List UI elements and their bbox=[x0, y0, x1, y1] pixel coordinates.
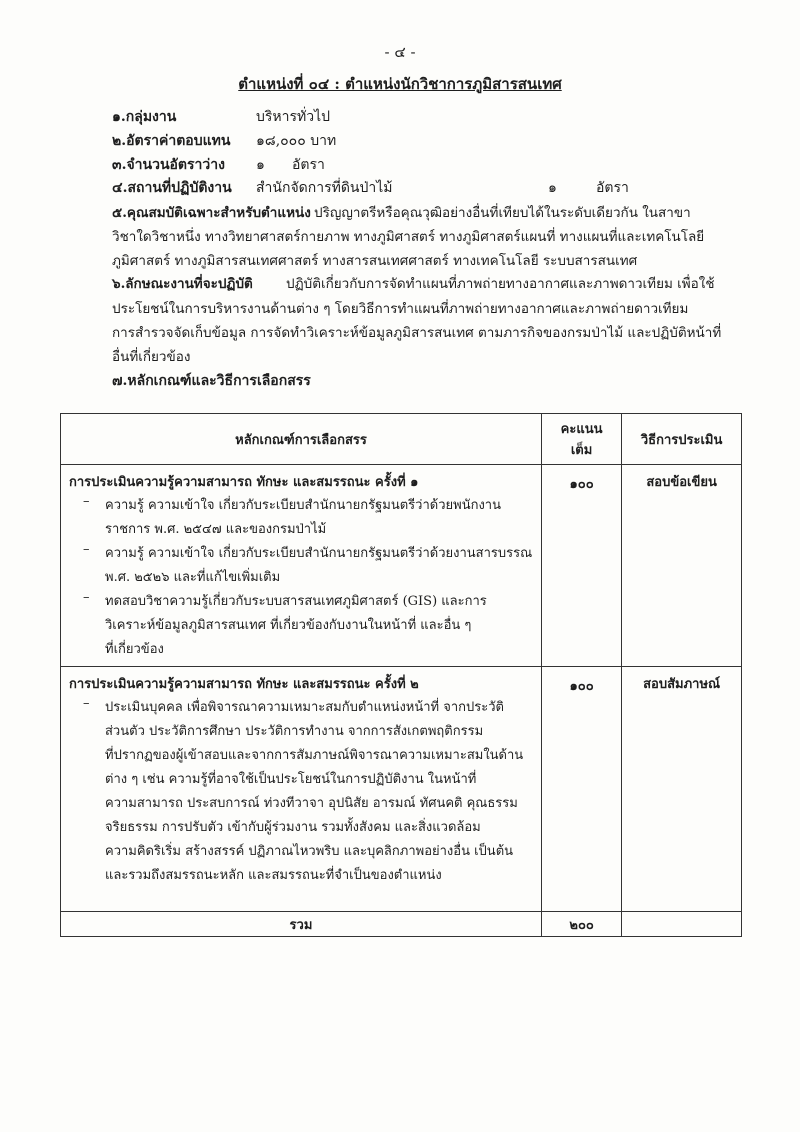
bullet-line: ความสามารถ ประสบการณ์ ท่วงทีวาจา อุปนิสัย อารมณ์ ทัศนคติ คุณธรรม bbox=[105, 796, 518, 811]
dash-bullet: – bbox=[83, 590, 90, 605]
field-vacancies-label: ๓.จำนวนอัตราว่าง bbox=[112, 157, 225, 173]
list-item bbox=[61, 494, 541, 542]
bullet-line: ที่ปรากฏของผู้เข้าสอบและจากการสัมภาษณ์พิจารณาความเหมาะสมในด้าน bbox=[105, 748, 524, 763]
bullet-line: ราชการ พ.ศ. ๒๕๔๗ และของกรมป่าไม้ bbox=[105, 522, 327, 537]
page-number: - ๔ - bbox=[384, 43, 416, 61]
round-1-criteria bbox=[61, 465, 542, 667]
qualifications-line-2: วิชาใดวิชาหนึ่ง ทางวิทยาศาสตร์กายภาพ ทางภูมิศาสตร์ ทางภูมิศาสตร์แผนที่ ทางแผนที่และเทคโนโลยี bbox=[112, 229, 705, 245]
list-item bbox=[61, 590, 541, 666]
table-row bbox=[61, 465, 742, 667]
field-workplace-count: ๑ bbox=[548, 180, 557, 196]
duties-line-3: การสำรวจจัดเก็บข้อมูล การจัดทำวิเคราะห์ข้อมูลภูมิสารสนเทศ ตามภารกิจของกรมป่าไม้ และปฏิบัติหน้าที่ bbox=[112, 325, 722, 341]
dash-bullet: – bbox=[83, 494, 90, 509]
round-2-score: ๑๐๐ bbox=[541, 667, 621, 912]
bullet-line: ที่เกี่ยวข้อง bbox=[105, 642, 164, 657]
header-score-line1: คะแนน bbox=[560, 422, 603, 437]
round-2-criteria bbox=[61, 667, 542, 912]
bullet-line: ส่วนตัว ประวัติการศึกษา ประวัติการทำงาน จากการสังเกตพฤติกรรม bbox=[105, 724, 484, 739]
round-2-method: สอบสัมภาษณ์ bbox=[622, 667, 742, 912]
round-1-score: ๑๐๐ bbox=[541, 465, 621, 667]
field-vacancies bbox=[112, 154, 225, 176]
bullet-line: พ.ศ. ๒๕๒๖ และที่แก้ไขเพิ่มเติม bbox=[105, 570, 281, 585]
field-vacancies-value: ๑ bbox=[256, 157, 265, 173]
total-label: รวม bbox=[61, 912, 542, 937]
position-heading: ตำแหน่งที่ ๐๔ : ตำแหน่งนักวิชาการภูมิสารสนเทศ bbox=[238, 75, 562, 93]
list-item bbox=[61, 696, 541, 888]
header-criteria: หลักเกณฑ์การเลือกสรร bbox=[61, 414, 542, 465]
qualifications-line-1: ปริญญาตรีหรือคุณวุฒิอย่างอื่นที่เทียบได้ในระดับเดียวกัน ในสาขา bbox=[314, 205, 691, 221]
field-workplace-value: สำนักจัดการที่ดินป่าไม้ bbox=[256, 180, 393, 196]
header-score-line2: เต็ม bbox=[570, 443, 593, 458]
round-1-method: สอบข้อเขียน bbox=[622, 465, 742, 667]
field-group-value: บริหารทั่วไป bbox=[256, 109, 331, 125]
field-workplace bbox=[112, 177, 232, 199]
bullet-line: และรวมถึงสมรรถนะหลัก และสมรรถนะที่จำเป็นของตำแหน่ง bbox=[105, 868, 442, 883]
field-salary bbox=[112, 130, 230, 152]
dash-bullet: – bbox=[83, 542, 90, 557]
field-vacancies-unit: อัตรา bbox=[292, 157, 325, 173]
bullet-line: ความรู้ ความเข้าใจ เกี่ยวกับระเบียบสำนักนายกรัฐมนตรีว่าด้วยงานสารบรรณ bbox=[105, 546, 533, 561]
qualifications-line-3: ภูมิศาสตร์ ทางภูมิสารสนเทศศาสตร์ ทางสารสนเทศศาสตร์ ทางเทคโนโลยี ระบบสารสนเทศ bbox=[112, 253, 638, 269]
table-header-row bbox=[61, 414, 742, 465]
field-workplace-unit: อัตรา bbox=[596, 180, 629, 196]
header-score bbox=[541, 414, 621, 465]
field-group-label: ๑.กลุ่มงาน bbox=[112, 109, 177, 125]
bullet-line: จริยธรรม การปรับตัว เข้ากับผู้ร่วมงาน รวมทั้งสังคม และสิ่งแวดล้อม bbox=[105, 820, 481, 835]
header-method: วิธีการประเมิน bbox=[622, 414, 742, 465]
criteria-label: ๗.หลักเกณฑ์และวิธีการเลือกสรร bbox=[112, 373, 311, 389]
bullet-line: วิเคราะห์ข้อมูลภูมิสารสนเทศ ที่เกี่ยวข้องกับงานในหน้าที่ และอื่น ๆ bbox=[105, 618, 472, 633]
bullet-line: ต่าง ๆ เช่น ความรู้ที่อาจใช้เป็นประโยชน์ในการปฏิบัติงาน ในหน้าที่ bbox=[105, 772, 477, 787]
duties-line-4: อื่นที่เกี่ยวข้อง bbox=[112, 349, 191, 365]
list-item bbox=[61, 542, 541, 590]
field-group bbox=[112, 106, 176, 128]
table-row bbox=[61, 667, 742, 912]
duties-label: ๖.ลักษณะงานที่จะปฏิบัติ bbox=[112, 276, 253, 292]
total-row bbox=[61, 912, 742, 937]
field-workplace-label: ๔.สถานที่ปฏิบัติงาน bbox=[112, 180, 232, 196]
duties-line-1: ปฏิบัติเกี่ยวกับการจัดทำแผนที่ภาพถ่ายทางอากาศและภาพดาวเทียม เพื่อใช้ bbox=[286, 276, 715, 292]
bullet-line: ความคิดริเริ่ม สร้างสรรค์ ปฏิภาณไหวพริบ และบุคลิกภาพอย่างอื่น เป็นต้น bbox=[105, 844, 514, 859]
bullet-line: ความรู้ ความเข้าใจ เกี่ยวกับระเบียบสำนักนายกรัฐมนตรีว่าด้วยพนักงาน bbox=[105, 498, 501, 513]
duties-line-2: ประโยชน์ในการบริหารงานด้านต่าง ๆ โดยวิธีการทำแผนที่ภาพถ่ายทางอากาศและภาพถ่ายดาวเทียม bbox=[112, 301, 689, 317]
bullet-line: ประเมินบุคคล เพื่อพิจารณาความเหมาะสมกับตำแหน่งหน้าที่ จากประวัติ bbox=[105, 700, 504, 715]
round-1-title: การประเมินความรู้ความสามารถ ทักษะ และสมรรถนะ ครั้งที่ ๑ bbox=[69, 475, 419, 490]
dash-bullet: – bbox=[83, 696, 90, 711]
round-2-title: การประเมินความรู้ความสามารถ ทักษะ และสมรรถนะ ครั้งที่ ๒ bbox=[69, 677, 419, 692]
total-value: ๒๐๐ bbox=[541, 912, 621, 937]
qualifications-label: ๕.คุณสมบัติเฉพาะสำหรับตำแหน่ง bbox=[112, 205, 311, 221]
selection-criteria-table bbox=[60, 413, 742, 937]
field-salary-value: ๑๘,๐๐๐ บาท bbox=[256, 133, 337, 149]
field-salary-label: ๒.อัตราค่าตอบแทน bbox=[112, 133, 231, 149]
bullet-line: ทดสอบวิชาความรู้เกี่ยวกับระบบสารสนเทศภูมิศาสตร์ (GIS) และการ bbox=[105, 594, 487, 609]
total-method-empty bbox=[622, 912, 742, 937]
